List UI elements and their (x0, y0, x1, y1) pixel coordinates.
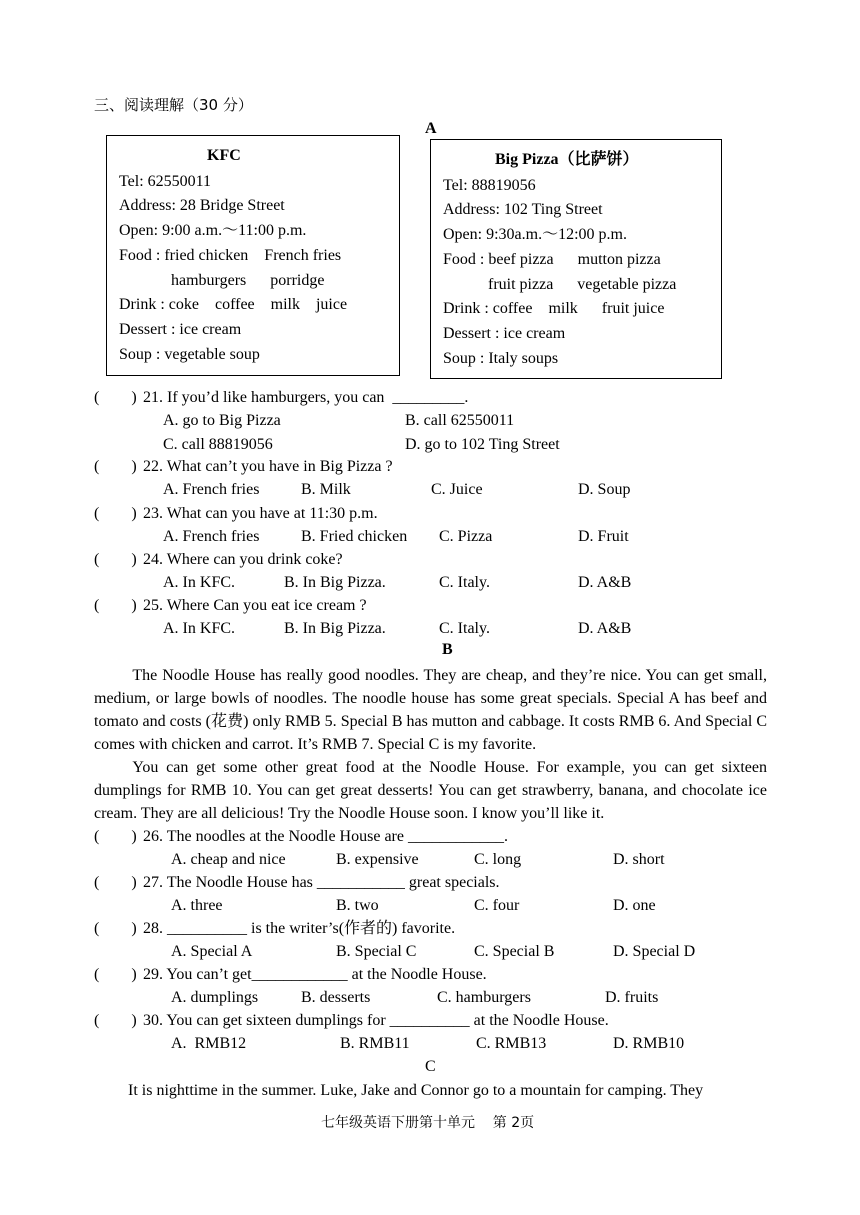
big-pizza-food: Food : beef pizza mutton pizza (443, 251, 661, 268)
question-22-option-c[interactable]: C. Juice (431, 481, 483, 498)
passage-b-paragraph-1: The Noodle House has really good noodles. They are cheap, and they’re nice. You can get small, medium, or large bowls of noodles. The noodle house has some great specials. Special A has beef and tomato and costs (花费) only RMB 5. Special B has mutton and cabbage. It costs RMB 6. And Special C comes with chicken and carrot. It’s RMB 7. Special C is my favorite. (94, 667, 767, 753)
part-b-label: B (442, 641, 453, 658)
kfc-tel: Tel: 62550011 (119, 173, 212, 190)
answer-bracket-29[interactable]: ( ) (94, 966, 137, 983)
passage-b (94, 664, 767, 825)
question-23-option-c[interactable]: C. Pizza (439, 528, 493, 545)
big-pizza-soup: Soup : Italy soups (443, 350, 559, 367)
question-23-option-b[interactable]: B. Fried chicken (301, 528, 408, 545)
question-26-option-d[interactable]: D. short (613, 851, 665, 868)
big-pizza-dessert: Dessert : ice cream (443, 325, 566, 342)
section-title: 三、阅读理解（30 分） (94, 96, 253, 114)
question-28-stem: 28. __________ is the writer’s(作者的) favorite. (143, 920, 456, 937)
big-pizza-open-hours: Open: 9:30a.m.～12:00 p.m. (443, 226, 627, 243)
question-26-option-a[interactable]: A. cheap and nice (171, 851, 286, 868)
question-28-option-d[interactable]: D. Special D (613, 943, 696, 960)
big-pizza-tel: Tel: 88819056 (443, 177, 536, 194)
question-29-option-d[interactable]: D. fruits (605, 989, 659, 1006)
question-29-option-b[interactable]: B. desserts (301, 989, 371, 1006)
big-pizza-food-continued: fruit pizza vegetable pizza (488, 276, 677, 293)
question-22-stem: 22. What can’t you have in Big Pizza ? (143, 458, 393, 475)
answer-bracket-28[interactable]: ( ) (94, 920, 137, 937)
question-22-option-b[interactable]: B. Milk (301, 481, 351, 498)
question-22-option-d[interactable]: D. Soup (578, 481, 631, 498)
question-30-stem: 30. You can get sixteen dumplings for __________ at the Noodle House. (143, 1012, 609, 1029)
question-30-option-a[interactable]: A. RMB12 (171, 1035, 247, 1052)
question-21-option-d[interactable]: D. go to 102 Ting Street (405, 436, 560, 453)
kfc-open-hours: Open: 9:00 a.m.～11:00 p.m. (119, 222, 307, 239)
passage-b-paragraph-2: You can get some other great food at the Noodle House. For example, you can get sixteen dumplings for RMB 10. You can get great desserts! You can get strawberry, banana, and chocolate ice cream. They are all delicious! Try the Noodle House soon. I know you’ll like it. (94, 759, 767, 822)
question-24-option-a[interactable]: A. In KFC. (163, 574, 236, 591)
answer-bracket-26[interactable]: ( ) (94, 828, 137, 845)
question-23-option-d[interactable]: D. Fruit (578, 528, 629, 545)
big-pizza-address: Address: 102 Ting Street (443, 201, 603, 218)
question-25-option-b[interactable]: B. In Big Pizza. (284, 620, 386, 637)
answer-bracket-30[interactable]: ( ) (94, 1012, 137, 1029)
question-28-option-c[interactable]: C. Special B (474, 943, 555, 960)
answer-bracket-25[interactable]: ( ) (94, 597, 137, 614)
kfc-info-box (106, 135, 400, 376)
question-25-option-c[interactable]: C. Italy. (439, 620, 490, 637)
page-footer: 七年级英语下册第十单元 第 2页 (321, 1115, 535, 1131)
kfc-dessert: Dessert : ice cream (119, 321, 242, 338)
question-27-option-a[interactable]: A. three (171, 897, 223, 914)
part-a-label: A (425, 120, 437, 137)
question-27-option-b[interactable]: B. two (336, 897, 379, 914)
answer-bracket-21[interactable]: ( ) (94, 389, 137, 406)
question-30-option-c[interactable]: C. RMB13 (476, 1035, 547, 1052)
question-26-option-c[interactable]: C. long (474, 851, 522, 868)
question-24-stem: 24. Where can you drink coke? (143, 551, 343, 568)
question-30-option-b[interactable]: B. RMB11 (340, 1035, 410, 1052)
question-29-option-c[interactable]: C. hamburgers (437, 989, 531, 1006)
question-28-option-a[interactable]: A. Special A (171, 943, 253, 960)
passage-c-first-line: It is nighttime in the summer. Luke, Jake and Connor go to a mountain for camping. They (128, 1082, 704, 1099)
question-24-option-d[interactable]: D. A&B (578, 574, 632, 591)
answer-bracket-22[interactable]: ( ) (94, 458, 137, 475)
question-21-option-c[interactable]: C. call 88819056 (163, 436, 273, 453)
answer-bracket-23[interactable]: ( ) (94, 505, 137, 522)
kfc-soup: Soup : vegetable soup (119, 346, 260, 363)
question-26-stem: 26. The noodles at the Noodle House are ____________. (143, 828, 508, 845)
question-27-stem: 27. The Noodle House has ___________ great specials. (143, 874, 500, 891)
kfc-food: Food : fried chicken French fries (119, 247, 342, 264)
big-pizza-info-box (430, 139, 722, 379)
big-pizza-drink: Drink : coffee milk fruit juice (443, 300, 665, 317)
kfc-address: Address: 28 Bridge Street (119, 197, 285, 214)
question-24-option-b[interactable]: B. In Big Pizza. (284, 574, 386, 591)
question-21-option-b[interactable]: B. call 62550011 (405, 412, 515, 429)
question-26-option-b[interactable]: B. expensive (336, 851, 419, 868)
question-25-stem: 25. Where Can you eat ice cream ? (143, 597, 367, 614)
kfc-drink: Drink : coke coffee milk juice (119, 296, 348, 313)
answer-bracket-24[interactable]: ( ) (94, 551, 137, 568)
question-30-option-d[interactable]: D. RMB10 (613, 1035, 685, 1052)
question-21-stem: 21. If you’d like hamburgers, you can _________. (143, 389, 469, 406)
question-22-option-a[interactable]: A. French fries (163, 481, 260, 498)
question-24-option-c[interactable]: C. Italy. (439, 574, 490, 591)
question-27-option-d[interactable]: D. one (613, 897, 656, 914)
question-27-option-c[interactable]: C. four (474, 897, 520, 914)
question-23-stem: 23. What can you have at 11:30 p.m. (143, 505, 378, 522)
kfc-food-continued: hamburgers porridge (171, 272, 325, 289)
kfc-title: KFC (207, 147, 241, 164)
question-23-option-a[interactable]: A. French fries (163, 528, 260, 545)
question-25-option-a[interactable]: A. In KFC. (163, 620, 236, 637)
question-28-option-b[interactable]: B. Special C (336, 943, 417, 960)
question-29-option-a[interactable]: A. dumplings (171, 989, 259, 1006)
big-pizza-title: Big Pizza（比萨饼） (495, 151, 639, 168)
question-21-option-a[interactable]: A. go to Big Pizza (163, 412, 281, 429)
question-25-option-d[interactable]: D. A&B (578, 620, 632, 637)
answer-bracket-27[interactable]: ( ) (94, 874, 137, 891)
question-29-stem: 29. You can’t get____________ at the Noodle House. (143, 966, 487, 983)
part-c-label: C (425, 1058, 436, 1075)
